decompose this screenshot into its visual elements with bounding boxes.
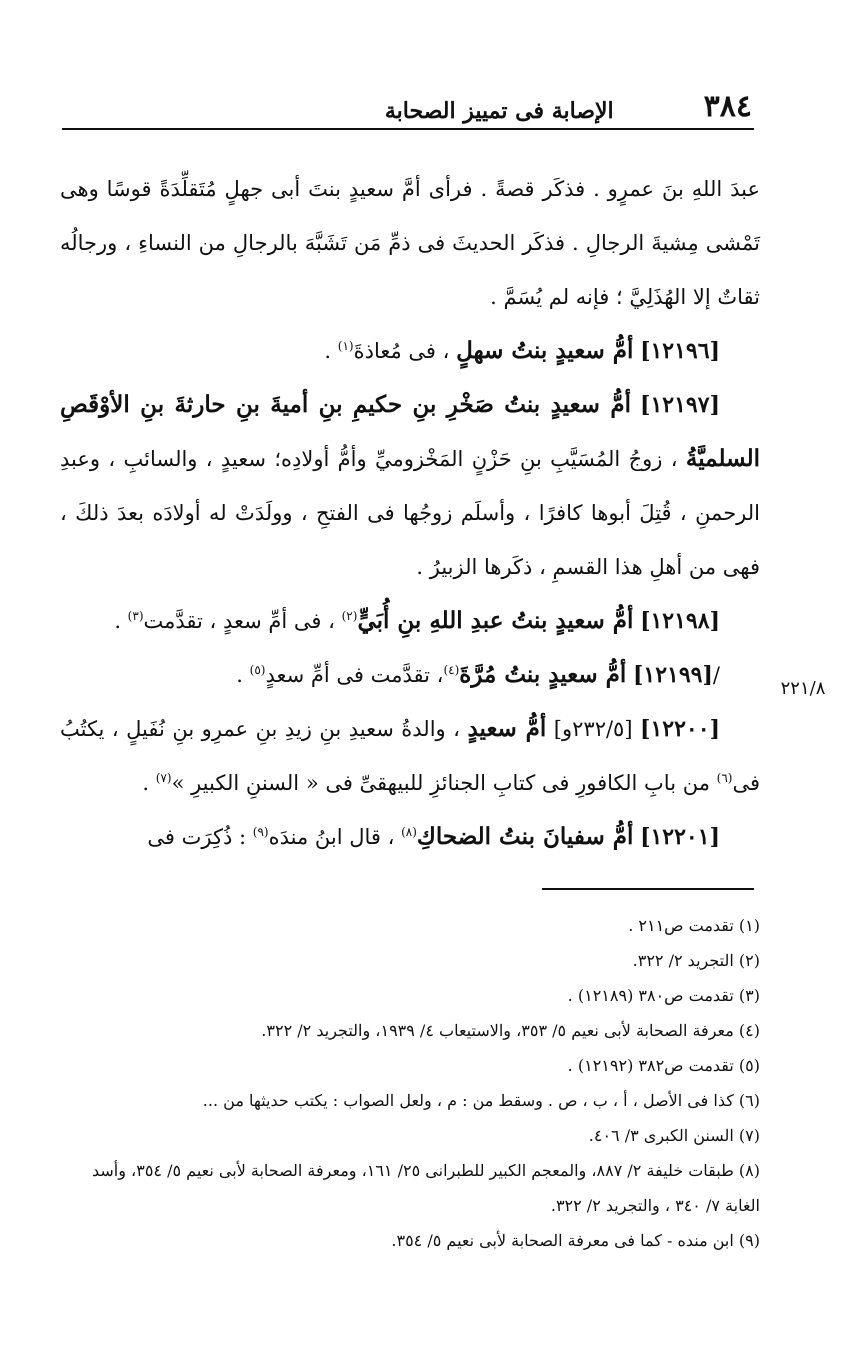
entry-number: [١٢١٩٦] — [640, 338, 720, 364]
footnote-ref: (٢) — [341, 609, 358, 623]
footnote: (١) تقدمت ص٢١١ . — [628, 916, 760, 935]
footnote-ref: (٩) — [252, 825, 269, 839]
entry-12196 — [60, 324, 760, 378]
entry-name: أمُّ سفيانَ بنتُ الضحاكِ — [416, 823, 634, 850]
entry-text: ، فى أمِّ سعدٍ ، تقدَّمت — [143, 609, 342, 633]
footnotes — [64, 908, 760, 1258]
entry-number: [١٢١٩٧] — [640, 392, 720, 418]
footnote: (٣) تقدمت ص٣٨٠ (١٢١٨٩) . — [567, 986, 760, 1005]
footnote: (٦) كذا فى الأصل ، أ ، ب ، ص . وسقط من : م ، ولعل الصواب : يكتب حديثها من ... — [202, 1091, 760, 1110]
entry-text: ، تقدَّمت فى أمِّ سعدٍ — [265, 663, 444, 687]
entry-text: من بابِ الكافورِ فى كتابِ الجنائزِ للبيهقىِّ فى « السننِ الكبيرِ » — [171, 771, 717, 795]
footnote-ref: (٥) — [249, 663, 266, 677]
page-header — [64, 76, 752, 124]
entry-text: . — [114, 609, 128, 633]
footnote-ref: (٦) — [716, 771, 733, 785]
entry-name: أمُّ سعيدٍ — [467, 715, 547, 742]
entry-number: [١٢٢٠١] — [640, 824, 720, 850]
entry-12197 — [60, 378, 760, 594]
manuscript-ref: [٢٣٢/٥و] — [553, 717, 633, 741]
entry-number: [١٢١٩٩] — [632, 662, 713, 688]
entry-number: [١٢٢٠٠] — [640, 716, 720, 742]
page-number: ٣٨٤ — [703, 89, 752, 124]
entry-12199 — [60, 648, 760, 702]
entry-text: ، فى مُعاذةَ — [353, 339, 450, 363]
footnote: (٩) ابن منده - كما فى معرفة الصحابة لأبى نعيم ٥/ ٣٥٤. — [391, 1231, 760, 1250]
entry-12198 — [60, 594, 760, 648]
footnote: (٥) تقدمت ص٣٨٢ (١٢١٩٢) . — [567, 1056, 760, 1075]
footnote-ref: (١) — [337, 339, 354, 353]
entry-text: ، والدةُ سعيدِ بنِ زيدِ بنِ عمرِو بنِ نُفَيلٍ ، يكتُبُ فى — [60, 717, 760, 795]
entry-name: أمُّ سعيدٍ بنتُ صَخْرِ بنِ حكيمِ بنِ أميةَ بنِ حارثةَ بنِ الأوْقَصِ السلميَّةُ — [60, 391, 760, 472]
entry-text: ، قال ابنُ مندَه — [268, 825, 402, 849]
entry-text: . — [142, 771, 156, 795]
footnote-rule — [542, 888, 754, 890]
entry-text: : ذُكِرَت فى — [147, 825, 253, 849]
footnote: (٤) معرفة الصحابة لأبى نعيم ٥/ ٣٥٣، والاستيعاب ٤/ ١٩٣٩، والتجريد ٢/ ٣٢٢. — [261, 1021, 760, 1040]
margin-reference: ٢٢١/٨ — [780, 678, 826, 699]
entry-name: أمُّ سعيدٍ بنتُ مُرَّةَ — [459, 661, 627, 688]
footnote-ref: (٧) — [155, 771, 172, 785]
entry-12200 — [60, 702, 760, 810]
entry-text: ، زوجُ المُسَيَّبِ بنِ حَزْنٍ المَخْزوميِّ وأمُّ أولادِه؛ سعيدٍ ، والسائبِ ، وعبدِ الرحمنِ ، قُتِلَ أبوها كافرًا ، وأسلَم زوجُها فى الفتحِ ، وولَدَتْ له أولادَه بعدَ ذلكَ ، فهى من أهلِ هذا القسمِ ، ذكَرها الزبيرُ . — [60, 447, 760, 579]
folio-slash: / — [712, 663, 720, 687]
running-title: الإصابة فى تمييز الصحابة — [384, 98, 614, 124]
entry-name: أمُّ سعيدٍ بنتُ سهلٍ — [456, 337, 634, 364]
footnote-ref: (٤) — [443, 663, 460, 677]
footnote-ref: (٣) — [127, 609, 144, 623]
entry-text: . — [236, 663, 250, 687]
header-rule — [62, 128, 754, 130]
footnote: (٢) التجريد ٢/ ٣٢٢. — [632, 951, 760, 970]
footnote-ref: (٨) — [401, 825, 417, 839]
footnote: (٧) السنن الكبرى ٣/ ٤٠٦. — [588, 1126, 760, 1145]
entry-12201 — [60, 810, 760, 864]
continuation-paragraph: عبدَ اللهِ بنَ عمرٍو . فذكَر قصةً . فرأى أمَّ سعيدٍ بنتَ أبى جهلٍ مُتَقلِّدَةً قوسًا وهى تَمْشى مِشيةَ الرجالِ . فذكَر الحديثَ فى ذمِّ مَن تَشَبَّهَ بالرجالِ من النساءِ ، ورجالُه ثقاتٌ إلا الهُذَلِيَّ ؛ فإنه لم يُسَمَّ . — [60, 177, 760, 309]
entry-name: أمُّ سعيدٍ بنتُ عبدِ اللهِ بنِ أُبَيٍّ — [357, 607, 634, 634]
entry-text: . — [324, 339, 338, 363]
entry-number: [١٢١٩٨] — [640, 608, 720, 634]
main-text — [60, 162, 760, 864]
footnote: (٨) طبقات خليفة ٢/ ٨٨٧، والمعجم الكبير للطبرانى ٢٥/ ١٦١، ومعرفة الصحابة لأبى نعيم ٥/ ٣٥٤، وأسد الغابة ٧/ ٣٤٠ ، والتجريد ٢/ ٣٢٢. — [91, 1161, 760, 1215]
